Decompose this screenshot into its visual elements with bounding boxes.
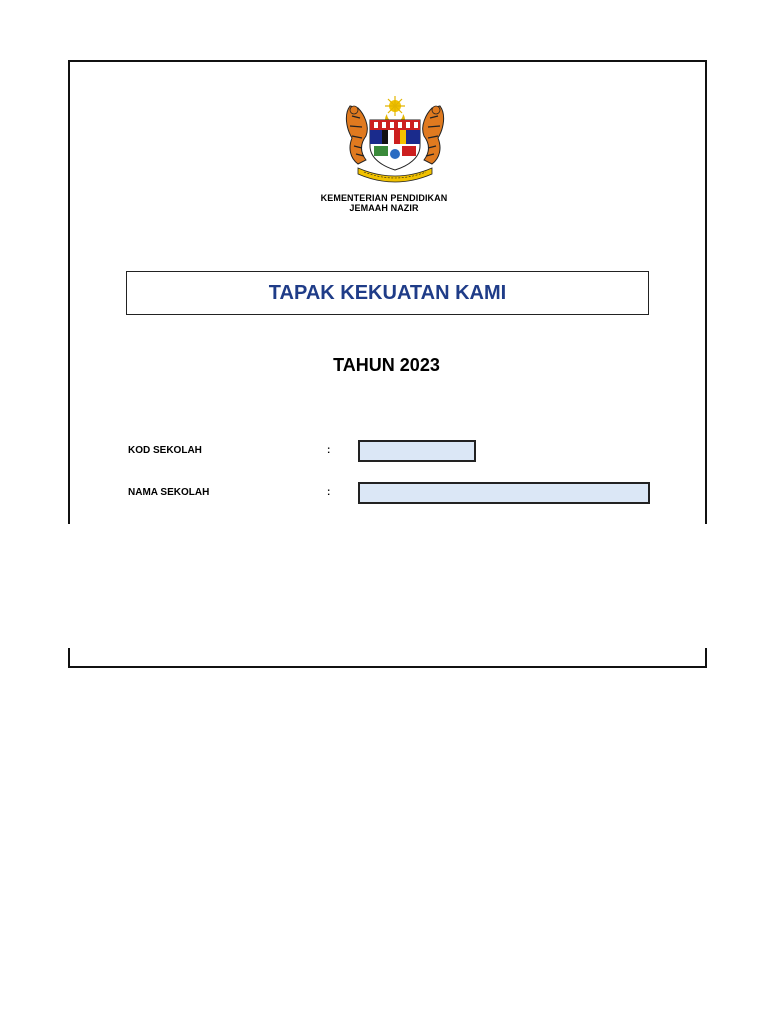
page-title: TAPAK KEKUATAN KAMI [268,281,507,304]
malaysia-coat-of-arms-icon [340,94,450,184]
title-box [126,271,649,315]
nama-sekolah-input[interactable] [358,482,650,504]
kod-sekolah-input[interactable] [358,440,476,462]
kod-sekolah-label: KOD SEKOLAH [128,445,202,456]
nama-sekolah-colon: : [327,487,331,498]
year-heading: TAHUN 2023 [333,355,440,375]
nama-sekolah-label: NAMA SEKOLAH [128,487,210,498]
kod-sekolah-colon: : [327,445,331,456]
department-name: JEMAAH NAZIR [349,203,419,213]
ministry-name: KEMENTERIAN PENDIDIKAN [320,193,448,203]
page-frame-bottom [68,648,707,668]
